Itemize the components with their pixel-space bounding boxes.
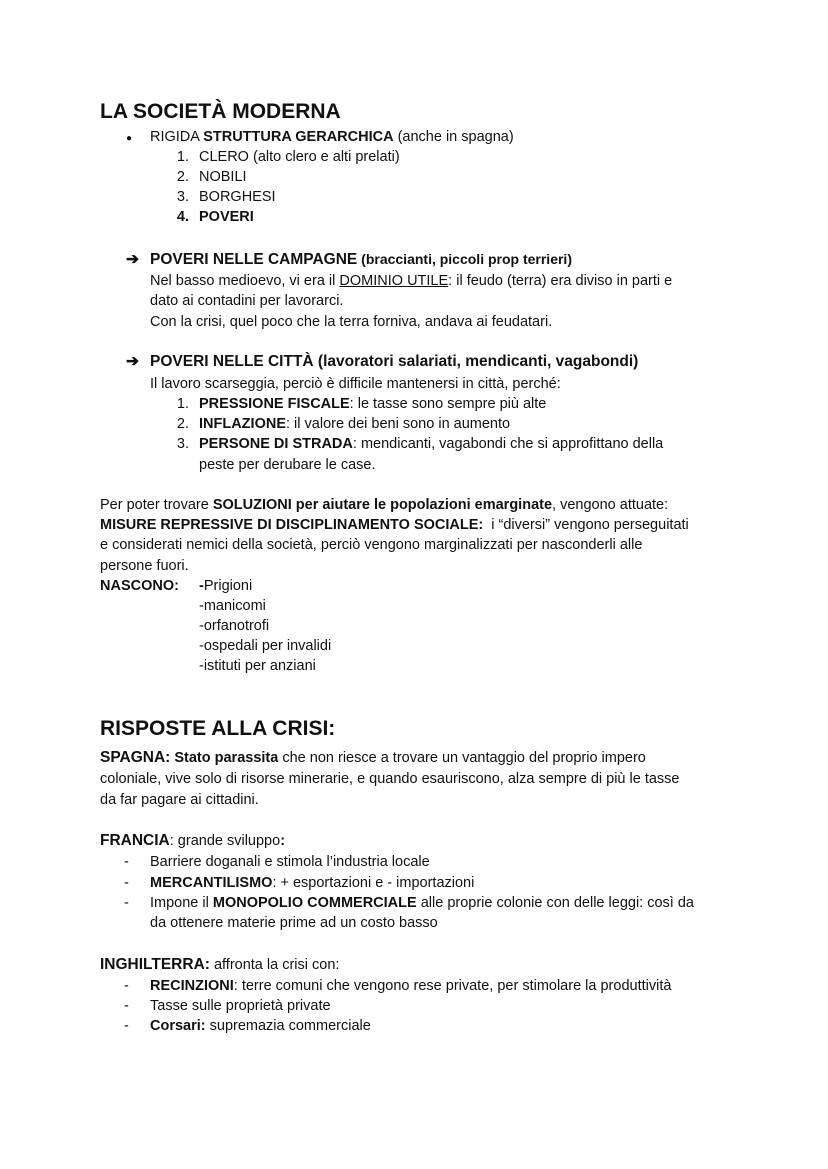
dash: -: [124, 978, 129, 994]
rank-number: 3.: [176, 189, 189, 205]
text-bold: PERSONE DI STRADA: [199, 436, 353, 452]
text: : + esportazioni e - importazioni: [272, 875, 475, 891]
text: Prigioni: [203, 578, 253, 594]
dash: -: [199, 578, 204, 594]
cause-item: [163, 414, 510, 434]
text-line: [100, 495, 668, 515]
rank-number: 1.: [176, 149, 189, 165]
text-line: [100, 748, 646, 768]
text: : mendicanti, vagabondi che si approfittano della: [352, 436, 664, 452]
text-bold: PRESSIONE FISCALE: [199, 396, 350, 412]
text-line: Con la crisi, quel poco che la terra forniva, andava ai feudatari.: [150, 314, 553, 330]
heading-campagne: [126, 249, 572, 270]
text: affronta la crisi con:: [209, 957, 340, 973]
item-number: 2.: [176, 416, 189, 432]
text-line: peste per derubare le case.: [199, 457, 376, 473]
text-line: [150, 271, 672, 291]
rank-item: [163, 147, 400, 167]
text: supremazia commerciale: [205, 1018, 371, 1034]
text: : terre comuni che vengono rese private, per stimolare la produttività: [233, 978, 672, 994]
text: Barriere doganali e stimola l’industria locale: [150, 854, 430, 870]
text-bold: STRUTTURA GERARCHICA: [203, 129, 394, 145]
section-title-societa: LA SOCIETÀ MODERNA: [100, 100, 341, 123]
text: : il feudo (terra) era diviso in parti e: [448, 273, 673, 289]
text: alle proprie colonie con delle leggi: così da: [416, 895, 694, 911]
cause-item: [163, 434, 663, 454]
dash: -: [124, 1018, 129, 1034]
text-bold: (braccianti, piccoli prop terrieri): [357, 251, 572, 267]
arrow-icon: ➔: [126, 353, 139, 370]
text-bold: POVERI NELLE CAMPAGNE: [150, 251, 358, 268]
text-underlined: DOMINIO UTILE: [339, 273, 449, 289]
text-bold: MISURE REPRESSIVE DI DISCIPLINAMENTO SOCIALE:: [100, 517, 484, 533]
text-bold: MERCANTILISMO: [150, 875, 273, 891]
heading-citta: [126, 352, 638, 372]
text-line: persone fuori.: [100, 558, 189, 574]
nascono-item: -manicomi: [199, 598, 266, 614]
text-line: Il lavoro scarseggia, perciò è difficile mantenersi in città, perché:: [150, 376, 561, 392]
text-line: dato ai contadini per lavorarci.: [150, 293, 344, 309]
text-line: da ottenere materie prime ad un costo basso: [150, 915, 438, 931]
rank-text: BORGHESI: [199, 189, 276, 205]
text-line: e considerati nemici della società, perciò vengono marginalizzati per nasconderli alle: [100, 537, 643, 553]
text-bold: :: [280, 833, 286, 849]
text: che non riesce a trovare un vantaggio del proprio impero: [278, 750, 646, 766]
text-line: [100, 831, 285, 851]
text-bold: Stato parassita: [170, 750, 279, 766]
text: Impone il: [150, 895, 213, 911]
text: Nel basso medioevo, vi era il: [150, 273, 340, 289]
text: (anche in spagna): [393, 129, 514, 145]
rank-text: POVERI: [199, 209, 254, 225]
item-number: 1.: [176, 396, 189, 412]
text-line: da far pagare ai cittadini.: [100, 792, 259, 808]
inghilterra-item: [124, 1016, 371, 1036]
nascono-item: -orfanotrofi: [199, 618, 270, 634]
dash: -: [124, 875, 129, 891]
francia-item: [124, 852, 430, 872]
text: : il valore dei beni sono in aumento: [286, 416, 511, 432]
rank-text: CLERO (alto clero e alti prelati): [199, 149, 400, 165]
francia-item: [124, 893, 694, 913]
nascono-item: -istituti per anziani: [199, 658, 316, 674]
text-bold: MONOPOLIO COMMERCIALE: [212, 895, 417, 911]
dash: -: [124, 895, 129, 911]
nascono-label: NASCONO:: [100, 578, 179, 594]
nascono-item: [199, 576, 252, 596]
inghilterra-item: [124, 996, 331, 1016]
text-line: [100, 515, 689, 535]
cause-item: [163, 394, 546, 414]
dash: -: [124, 998, 129, 1014]
rank-text: NOBILI: [199, 169, 247, 185]
text: Per poter trovare: [100, 497, 213, 513]
bullet-dot: ●: [126, 133, 133, 144]
text-bold: RECINZIONI: [150, 978, 234, 994]
section-title-risposte: RISPOSTE ALLA CRISI:: [100, 717, 336, 740]
text: i “diversi” vengono perseguitati: [483, 517, 689, 533]
text-bold: INGHILTERRA:: [100, 956, 210, 973]
rank-item: [163, 187, 276, 207]
rank-item: [163, 167, 247, 187]
francia-item: [124, 873, 474, 893]
text-bold: SPAGNA:: [100, 749, 171, 766]
inghilterra-item: [124, 976, 671, 996]
text-bold: SOLUZIONI per aiutare le popolazioni emarginate: [212, 497, 553, 513]
bullet-struttura: [126, 127, 514, 149]
arrow-icon: ➔: [126, 251, 139, 268]
text: : grande sviluppo: [169, 833, 281, 849]
item-number: 3.: [176, 436, 189, 452]
text: RIGIDA: [150, 129, 204, 145]
text-bold: Corsari:: [150, 1018, 206, 1034]
text: , vengono attuate:: [552, 497, 669, 513]
text-bold: POVERI NELLE CITTÀ (lavoratori salariati, mendicanti, vagabondi): [150, 353, 639, 370]
text-line: coloniale, vive solo di risorse minerarie, e quando esauriscono, alza sempre di più le tasse: [100, 771, 680, 787]
text: : le tasse sono sempre più alte: [349, 396, 547, 412]
text-line: [100, 955, 339, 975]
dash: -: [124, 854, 129, 870]
text-bold: FRANCIA: [100, 832, 170, 849]
text-bold: INFLAZIONE: [199, 416, 286, 432]
rank-number: 4.: [176, 209, 189, 225]
text: Tasse sulle proprietà private: [150, 998, 331, 1014]
rank-number: 2.: [176, 169, 189, 185]
rank-item: [163, 207, 254, 227]
nascono-item: -ospedali per invalidi: [199, 638, 332, 654]
